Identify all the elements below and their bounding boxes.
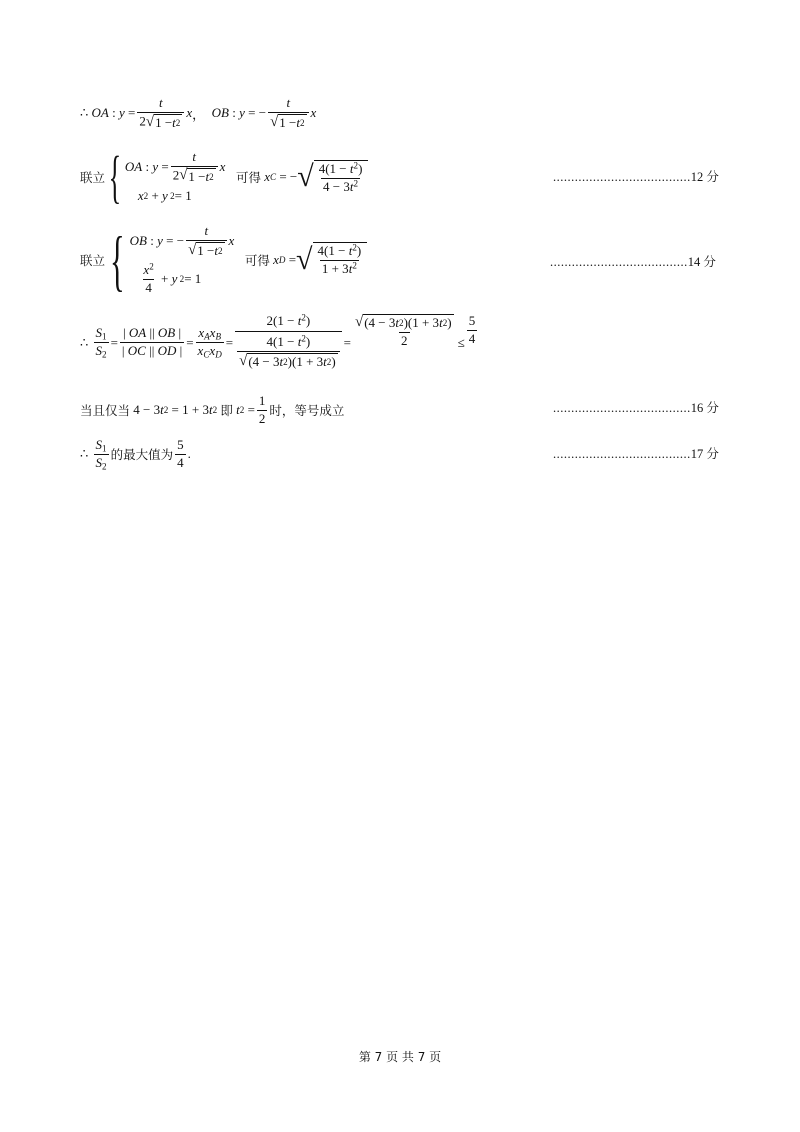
therefore-symbol: ∴ bbox=[80, 446, 89, 462]
system-ob: { OB : y = − t √ 1 − t 2 x $\frac{x^2}{4}$ + y 2 = 1 bbox=[109, 221, 235, 298]
period: . bbox=[187, 446, 191, 462]
equality-rule-text: 当且仅当 bbox=[80, 403, 131, 419]
page-footer: 第 7 页 共 7 页 bbox=[358, 1050, 442, 1064]
score-14: ......................................14 分 bbox=[550, 255, 716, 269]
score-16: ......................................16 分 bbox=[553, 401, 719, 415]
kede-label: 可得 bbox=[244, 252, 270, 268]
line-oa-ob-equations: ∴ OA : y = t 2 √ 1 − t 2 x ， OB : y = − t √ 1 − t 2 x bbox=[80, 95, 317, 130]
big-fraction: $2(1 - t^2)$ $4(1 - t^2)$ √ (4 − 3 t 2 )(1 + 3 t 2 ) bbox=[235, 314, 342, 372]
ob-label: OB bbox=[211, 105, 229, 121]
line-max-value: ∴ $\frac{S_1}{S_2}$ 的最大值为 $\frac{5}{4}$ . bbox=[80, 437, 191, 472]
system-oa: { OA : y = t 2 √ 1 − t 2 x x 2 + y 2 = 1 bbox=[108, 144, 226, 209]
comma: ， bbox=[192, 106, 206, 122]
oa-slope-fraction: t 2 √ 1 − t 2 bbox=[137, 96, 184, 131]
equality-holds-text: 时，等号成立 bbox=[269, 403, 345, 419]
score-17: ......................................17 分 bbox=[553, 447, 719, 461]
line-area-ratio: ∴ $\frac{S_1}{S_2}$ = $\frac{| OA || OB |}{| OC || OD |}$ = $\frac{x_Ax_B}{x_Cx_D}$ = $2(1 - t^2)$ $4(1 - t^2)$ √ (4 − 3 t 2 )(1 + 3 t 2 ) = √ (4 − 3 t 2 )(1 + 3 t 2 ) 2 ≤ $\frac{5}{4}$ bbox=[80, 314, 479, 372]
lianli-label: 联立 bbox=[80, 170, 106, 185]
line-system-oa: 联立 { OA : y = t 2 √ 1 − t 2 x x 2 + y 2 = 1 可得 x C = − √ $\frac{4(1 - t^2)}{4 - 3t^2}$ bbox=[80, 148, 368, 206]
xd-sqrt: √ $\frac{4(1 - t^2)}{1 + 3t^2}$ bbox=[296, 242, 367, 277]
therefore-symbol: ∴ bbox=[80, 105, 89, 121]
xc-sqrt: √ $\frac{4(1 - t^2)}{4 - 3t^2}$ bbox=[297, 160, 368, 195]
oa-label: OA bbox=[91, 105, 109, 121]
left-brace: { bbox=[109, 221, 125, 298]
kede-label: 可得 bbox=[235, 170, 261, 185]
result-fraction: √ (4 − 3 t 2 )(1 + 3 t 2 ) 2 bbox=[355, 313, 452, 348]
line-equality-condition: 当且仅当 4 − 3 t 2 = 1 + 3 t 2 即 t 2 = $\frac{1}{2}$ 时，等号成立 bbox=[80, 393, 345, 426]
left-brace: { bbox=[108, 144, 122, 209]
line-system-ob: 联立 { OB : y = − t √ 1 − t 2 x $\frac{x^2}{4}$ + y 2 = 1 可得 x D = √ $\frac{4(1 - t^2)}{1 + 3t^2}$ bbox=[80, 224, 367, 296]
lianli-label: 联立 bbox=[80, 252, 106, 268]
max-value-text: 的最大值为 bbox=[110, 447, 174, 463]
therefore-symbol: ∴ bbox=[80, 334, 89, 350]
ob-slope-fraction: t √ 1 − t 2 bbox=[268, 96, 308, 131]
ji-text: 即 bbox=[220, 403, 233, 419]
score-12: ......................................12 分 bbox=[553, 170, 719, 184]
